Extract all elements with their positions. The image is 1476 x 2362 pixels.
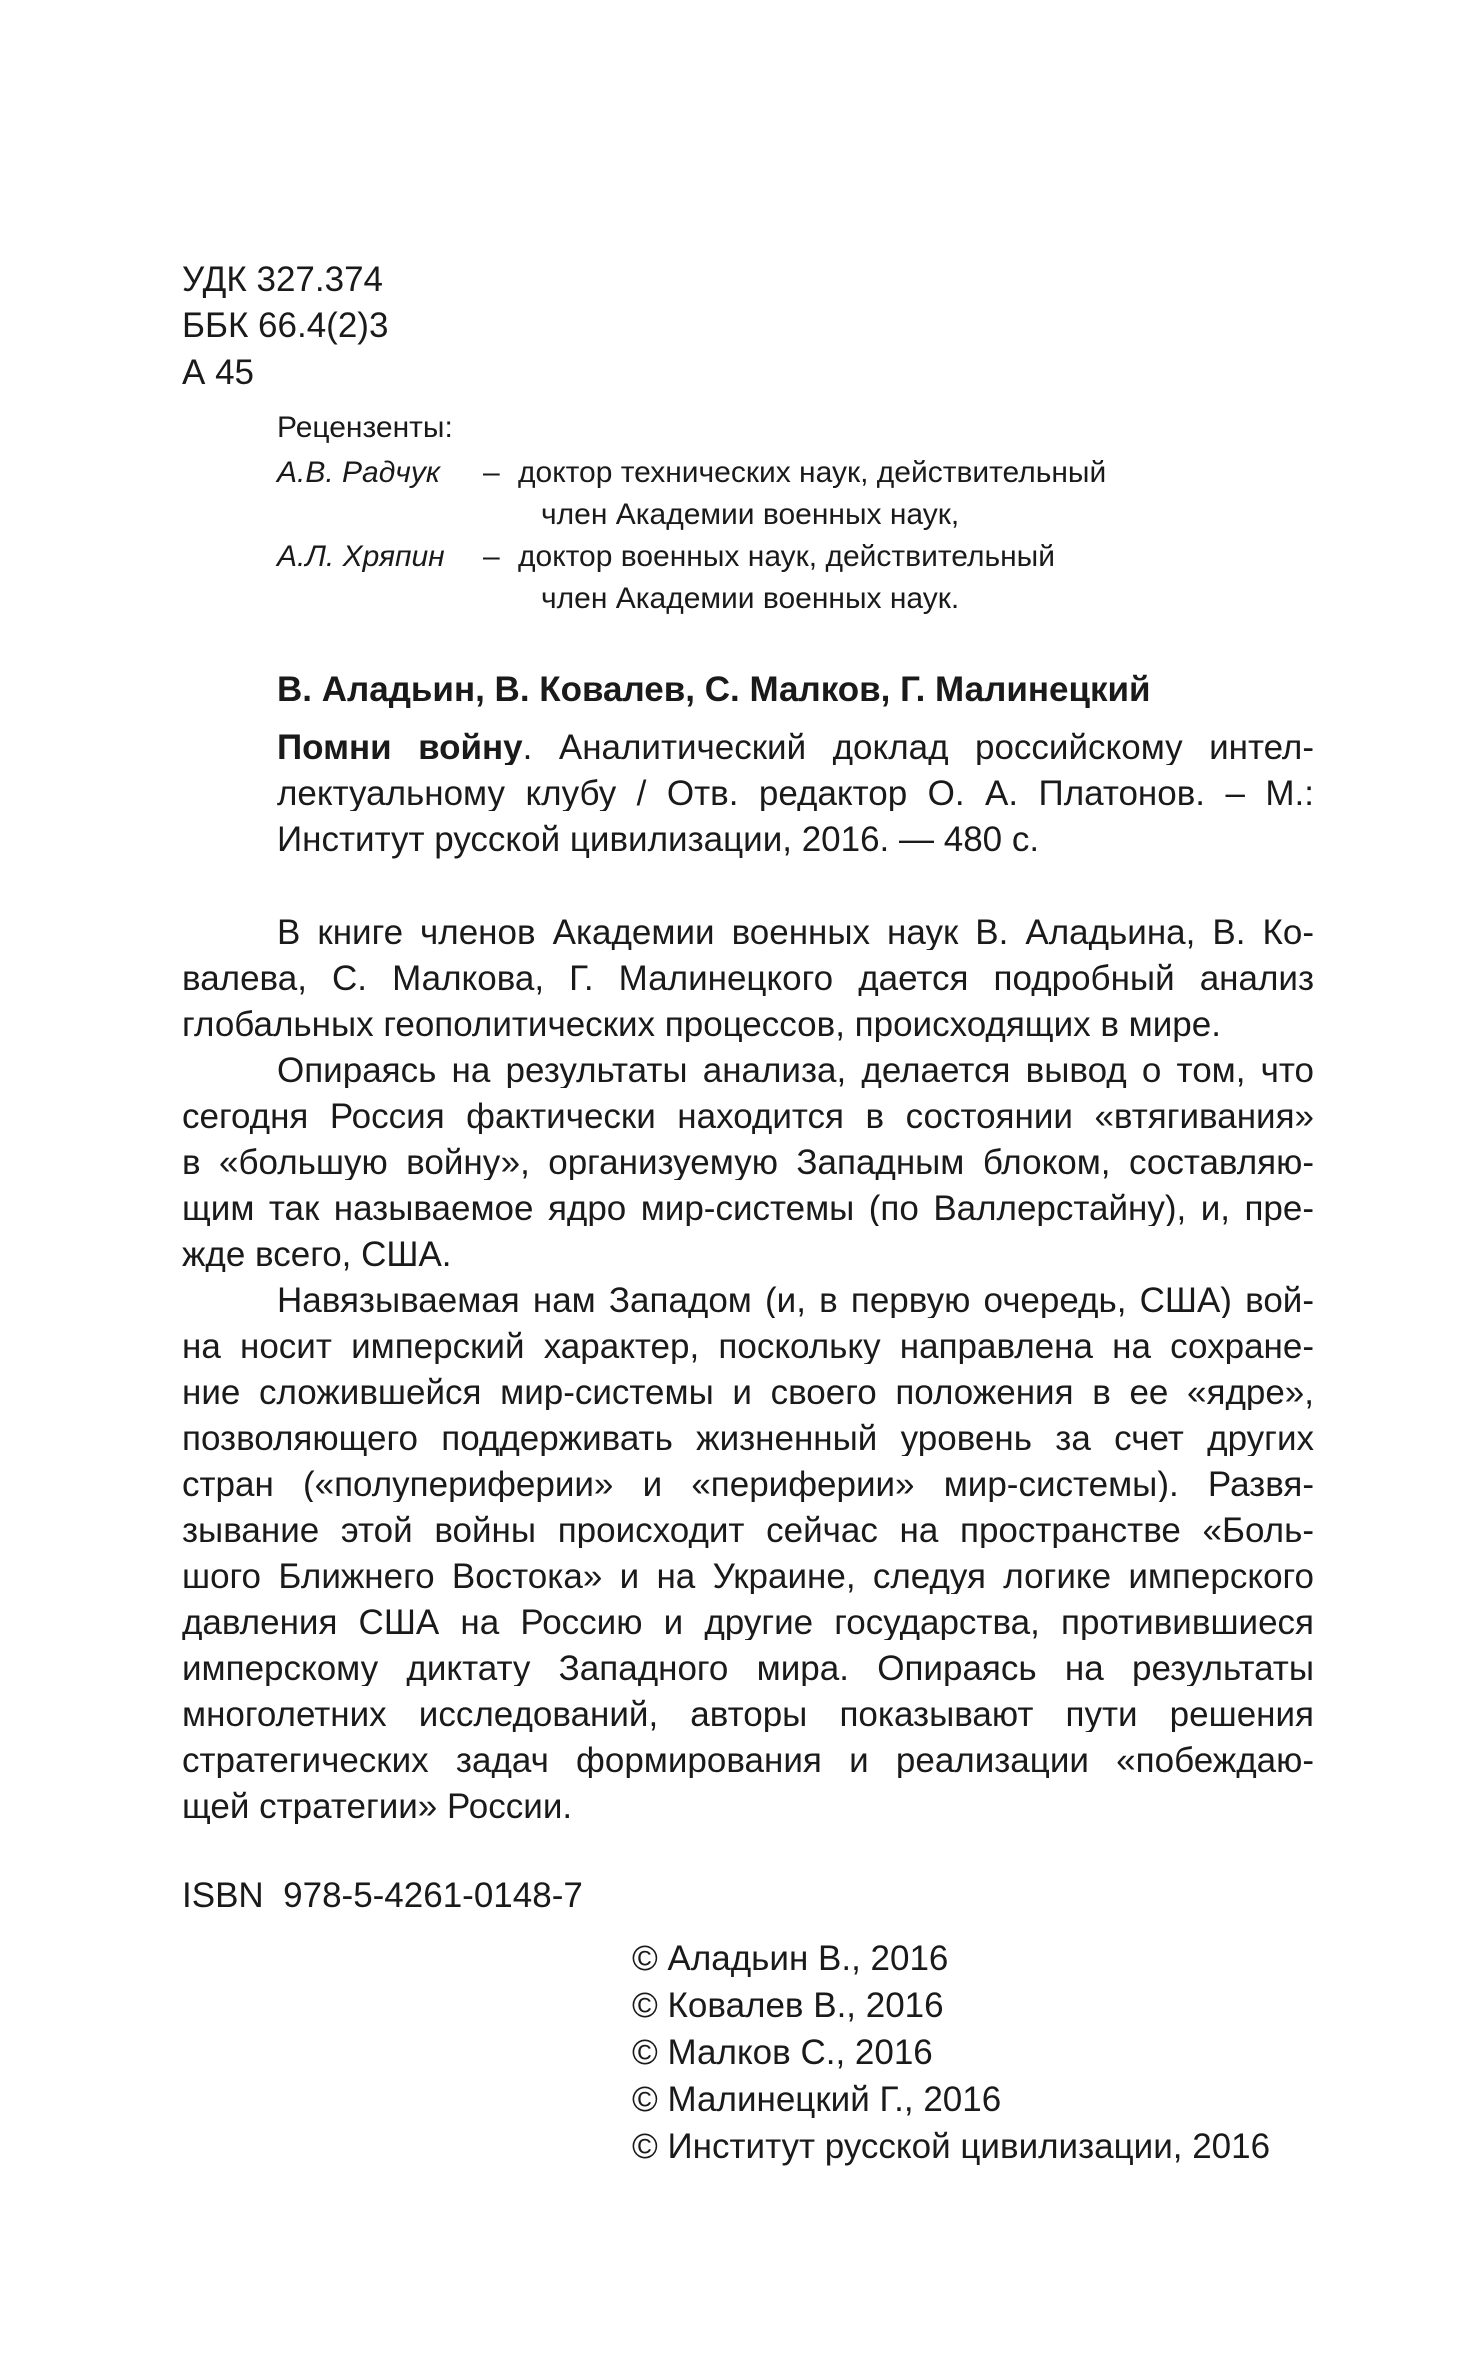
abstract-line: жде всего, США. [182, 1237, 452, 1272]
abstract-line: стратегических задач формирования и реализации «побеждаю- [182, 1743, 1314, 1778]
copyright-line: © Институт русской цивилизации, 2016 [632, 2127, 1271, 2166]
abstract-line: щим так называемое ядро мир-системы (по Валлерстайну), и, пре- [182, 1191, 1314, 1226]
abstract-line: валева, С. Малкова, Г. Малинецкого дается подробный анализ [182, 961, 1314, 996]
abstract-line: глобальных геополитических процессов, происходящих в мире. [182, 1007, 1221, 1042]
reviewer-dash: – [483, 540, 500, 573]
abstract-line: Навязываемая нам Западом (и, в первую очередь, США) вой- [277, 1283, 1314, 1318]
bibliography-text: . Аналитический доклад российскому интел- [522, 730, 1314, 765]
abstract-line: в «большую войну», организуемую Западным блоком, составляю- [182, 1145, 1314, 1180]
reviewers-heading: Рецензенты: [277, 411, 453, 444]
abstract-line: сегодня Россия фактически находится в состоянии «втягивания» [182, 1099, 1314, 1134]
author-mark: А 45 [182, 353, 254, 392]
copyright-line: © Малков С., 2016 [632, 2033, 933, 2072]
reviewer-name: А.Л. Хряпин [277, 540, 445, 573]
abstract-line: стран («полупериферии» и «периферии» мир-системы). Развя- [182, 1467, 1314, 1502]
abstract-line: на носит имперский характер, поскольку направлена на сохране- [182, 1329, 1314, 1364]
abstract-line: Опираясь на результаты анализа, делается вывод о том, что [277, 1053, 1314, 1088]
abstract-line: В книге членов Академии военных наук В. Аладьина, В. Ко- [277, 915, 1314, 950]
reviewer-credential: член Академии военных наук. [541, 582, 960, 615]
abstract-line: ние сложившейся мир-системы и своего положения в ее «ядре», [182, 1375, 1314, 1410]
bibliography-line: лектуальному клубу / Отв. редактор О. А. Платонов. – М.: [277, 776, 1314, 811]
copyright-line: © Аладьин В., 2016 [632, 1939, 949, 1978]
bibliography-line: Институт русской цивилизации, 2016. — 480 с. [277, 820, 1040, 859]
bibliography-line [277, 730, 1314, 765]
authors-line: В. Аладьин, В. Ковалев, С. Малков, Г. Малинецкий [277, 670, 1151, 709]
abstract-line: щей стратегии» России. [182, 1789, 573, 1824]
reviewer-dash: – [483, 456, 500, 489]
isbn: ISBN 978-5-4261-0148-7 [182, 1876, 583, 1915]
copyright-line: © Малинецкий Г., 2016 [632, 2080, 1002, 2119]
abstract-line: шого Ближнего Востока» и на Украине, следуя логике имперского [182, 1559, 1314, 1594]
reviewer-credential: доктор военных наук, действительный [518, 540, 1055, 573]
udk-code: УДК 327.374 [182, 260, 383, 299]
reviewer-credential: доктор технических наук, действительный [518, 456, 1107, 489]
abstract-line: зывание этой войны происходит сейчас на пространстве «Боль- [182, 1513, 1314, 1548]
abstract-line: многолетних исследований, авторы показывают пути решения [182, 1697, 1314, 1732]
abstract-line: позволяющего поддерживать жизненный уровень за счет других [182, 1421, 1314, 1456]
reviewer-credential: член Академии военных наук, [541, 498, 960, 531]
abstract-line: давления США на Россию и другие государства, противившиеся [182, 1605, 1314, 1640]
book-title: Помни войну [277, 730, 523, 765]
abstract-line: имперскому диктату Западного мира. Опираясь на результаты [182, 1651, 1314, 1686]
bbk-code: ББК 66.4(2)3 [182, 306, 389, 345]
reviewer-name: А.В. Радчук [277, 456, 440, 489]
copyright-line: © Ковалев В., 2016 [632, 1986, 944, 2025]
